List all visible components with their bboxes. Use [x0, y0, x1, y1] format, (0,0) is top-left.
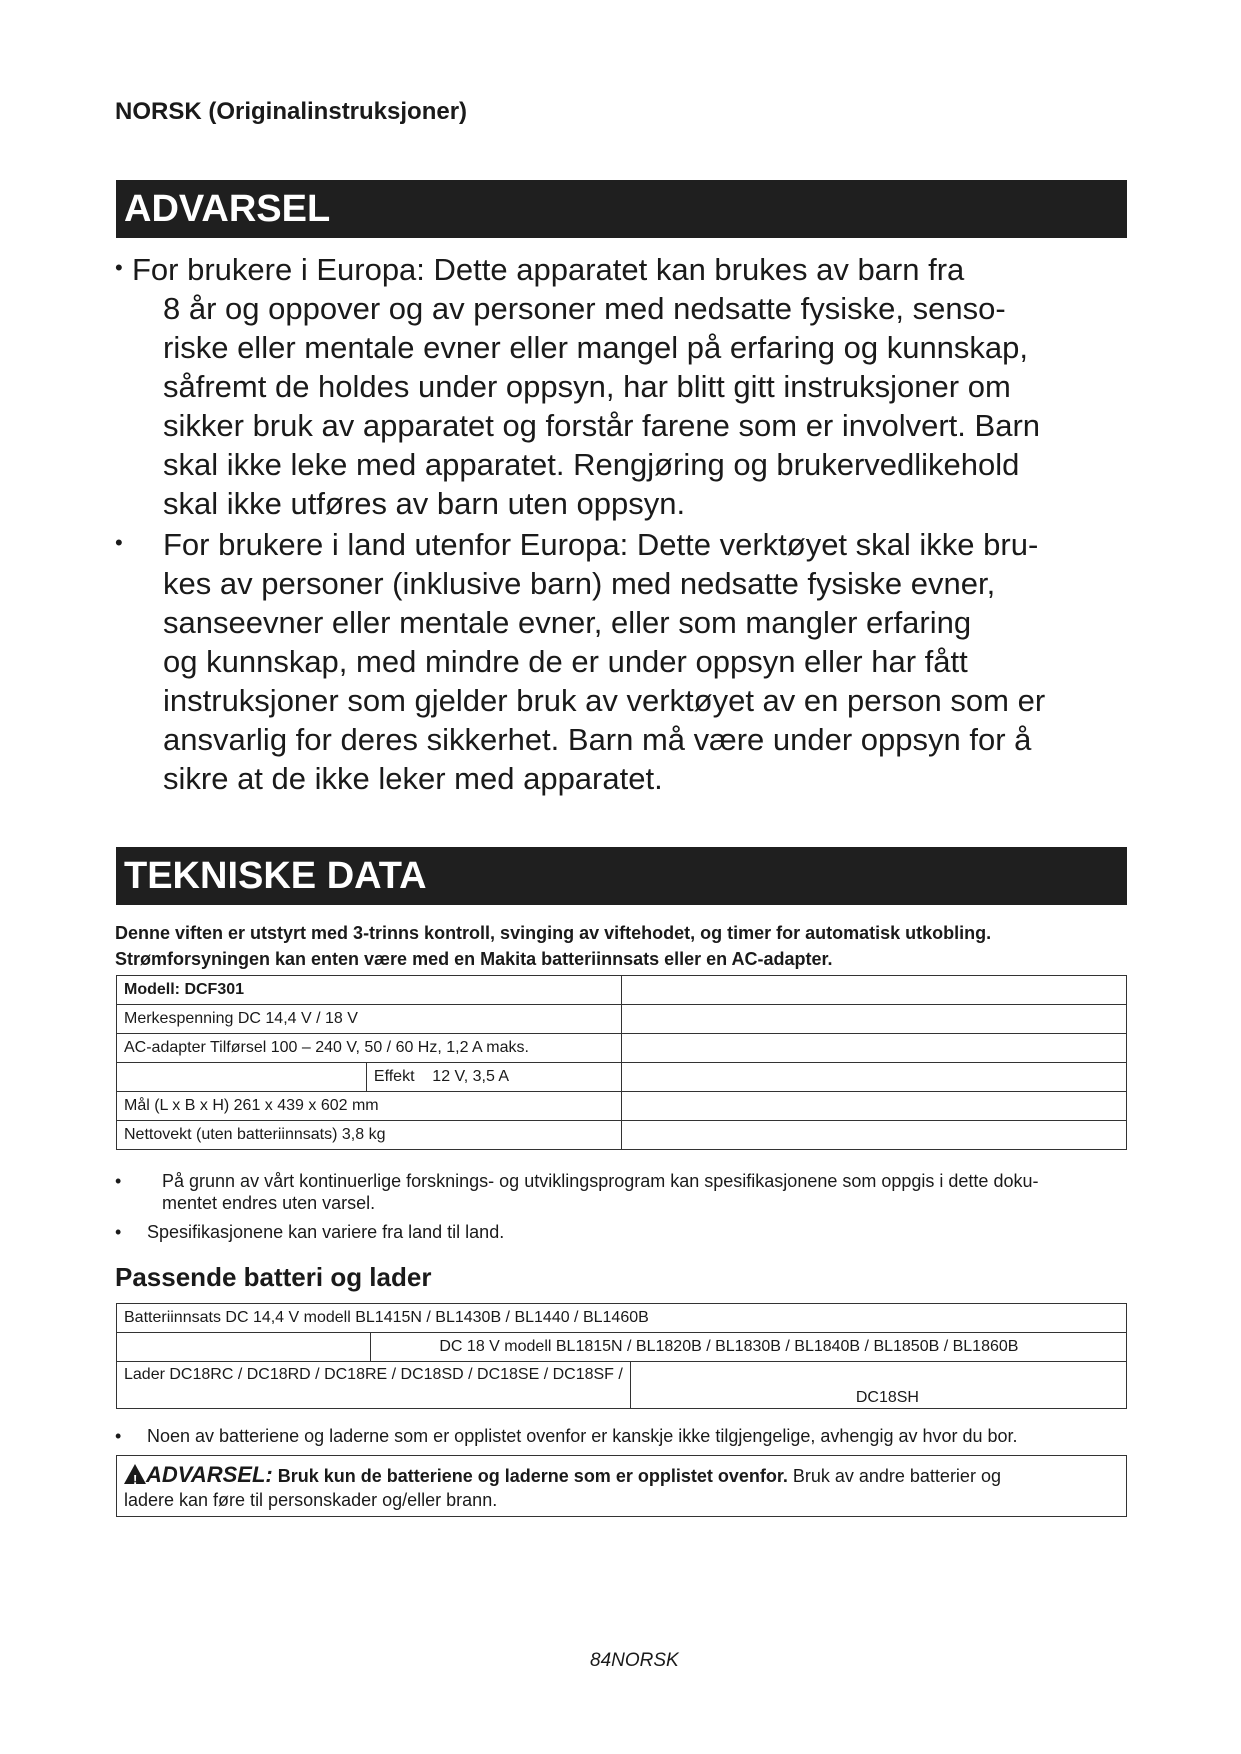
table-row — [117, 976, 1127, 1005]
text-line: For brukere i Europa: Dette apparatet kan brukes av barn fra — [132, 252, 965, 287]
empty-cell — [117, 1063, 367, 1092]
bullet-dot: • — [115, 530, 123, 555]
battery-availability-note — [115, 1425, 1135, 1447]
spec-table — [116, 975, 1127, 1150]
table-row — [117, 1304, 1127, 1333]
battery-charger-heading: Passende batteri og lader — [115, 1262, 432, 1292]
text-line: sanseevner eller mentale evner, eller som mangler erfaring — [163, 605, 972, 640]
empty-cell — [621, 1121, 1126, 1150]
empty-cell — [621, 1063, 1126, 1092]
bullet-dot: • — [115, 1222, 122, 1242]
note-line: mentet endres uten varsel. — [162, 1193, 376, 1213]
warning-triangle-icon: ! — [124, 1464, 146, 1484]
spec-dimensions-cell: Mål (L x B x H) 261 x 439 x 602 mm — [117, 1092, 622, 1121]
battery-dc18-cell: DC 18 V modell BL1815N / BL1820B / BL1830B / BL1840B / BL1850B / BL1860B — [371, 1333, 1127, 1362]
empty-cell — [621, 1005, 1126, 1034]
text-line: sikre at de ikke leker med apparatet. — [163, 761, 663, 796]
bullet-dot: • — [115, 255, 123, 280]
empty-cell — [621, 976, 1126, 1005]
intro-line: Strømforsyningen kan enten være med en Makita batteriinnsats eller en AC-adapter. — [115, 949, 833, 969]
warning-bullet-outside-europe — [115, 525, 1145, 798]
battery-warning-box — [116, 1455, 1127, 1517]
warning-text: Bruk av andre batterier og — [787, 1466, 1001, 1486]
text-line: For brukere i land utenfor Europa: Dette verktøyet skal ikke bru- — [163, 527, 1039, 562]
warning-bold-text: Bruk kun de batteriene og laderne som er opplistet ovenfor. — [277, 1466, 788, 1486]
page-number: 84NORSK — [590, 1650, 679, 1671]
table-row — [117, 1362, 1127, 1409]
intro-line: Denne viften er utstyrt med 3-trinns kontroll, svinging av viftehodet, og timer for automatisk utkobling. — [115, 923, 992, 943]
text-line: såfremt de holdes under oppsyn, har blitt gitt instruksjoner om — [163, 369, 1011, 404]
text-line: kes av personer (inklusive barn) med nedsatte fysiske evner, — [163, 566, 996, 601]
spec-ac-input-cell: AC-adapter Tilførsel 100 – 240 V, 50 / 60 Hz, 1,2 A maks. — [117, 1034, 622, 1063]
empty-cell — [117, 1333, 371, 1362]
note-line: På grunn av vårt kontinuerlige forsknings- og utviklingsprogram kan spesifikasjonene som oppgis i dette doku- — [162, 1171, 1039, 1191]
text-line: instruksjoner som gjelder bruk av verktøyet av en person som er — [163, 683, 1046, 718]
spec-note-2 — [115, 1221, 1135, 1243]
spec-model-cell: Modell: DCF301 — [117, 976, 622, 1005]
tech-data-intro — [115, 920, 1125, 972]
text-line: ansvarlig for deres sikkerhet. Barn må være under oppsyn for å — [163, 722, 1032, 757]
empty-cell — [621, 1092, 1126, 1121]
note-line: Spesifikasjonene kan variere fra land til land. — [147, 1222, 505, 1242]
warning-bullet-list — [115, 250, 1145, 798]
text-line: og kunnskap, med mindre de er under oppsyn eller har fått — [163, 644, 968, 679]
spec-ac-output-cell: Effekt 12 V, 3,5 A — [366, 1063, 621, 1092]
table-row — [117, 1121, 1127, 1150]
warning-text-line2: ladere kan føre til personskader og/eller brann. — [124, 1490, 498, 1510]
table-row — [117, 1063, 1127, 1092]
warning-label: ADVARSEL: — [146, 1462, 273, 1487]
text-line: skal ikke utføres av barn uten oppsyn. — [163, 486, 686, 521]
text-line: riske eller mentale evner eller mangel på erfaring og kunnskap, — [163, 330, 1029, 365]
table-row — [117, 1092, 1127, 1121]
battery-dc14-cell: Batteriinnsats DC 14,4 V modell BL1415N / BL1430B / BL1440 / BL1460B — [117, 1304, 1127, 1333]
text-line: sikker bruk av apparatet og forstår farene som er involvert. Barn — [163, 408, 1041, 443]
text-line: skal ikke leke med apparatet. Rengjøring og brukervedlikehold — [163, 447, 1020, 482]
warning-bullet-europe — [115, 250, 1145, 523]
table-row — [117, 1034, 1127, 1063]
spec-rated-voltage-cell: Merkespenning DC 14,4 V / 18 V — [117, 1005, 622, 1034]
spec-weight-cell: Nettovekt (uten batteriinnsats) 3,8 kg — [117, 1121, 622, 1150]
document-language-header: NORSK (Originalinstruksjoner) — [115, 98, 468, 125]
battery-charger-table — [116, 1303, 1127, 1409]
text-line: 8 år og oppover og av personer med nedsatte fysiske, senso- — [163, 291, 1006, 326]
spec-note-1 — [115, 1170, 1135, 1214]
empty-cell — [621, 1034, 1126, 1063]
charger-cont-cell: DC18SH — [630, 1362, 1126, 1409]
charger-cell: Lader DC18RC / DC18RD / DC18RE / DC18SD / DC18SE / DC18SF / — [117, 1362, 631, 1409]
tech-data-section-title: TEKNISKE DATA — [116, 847, 1127, 905]
warning-section-title: ADVARSEL — [116, 180, 1127, 238]
bullet-dot: • — [115, 1171, 122, 1191]
table-row — [117, 1005, 1127, 1034]
note-line: Noen av batteriene og laderne som er opplistet ovenfor er kanskje ikke tilgjengelige, avhengig av hvor du bor. — [147, 1426, 1018, 1446]
bullet-dot: • — [115, 1426, 122, 1446]
table-row — [117, 1333, 1127, 1362]
